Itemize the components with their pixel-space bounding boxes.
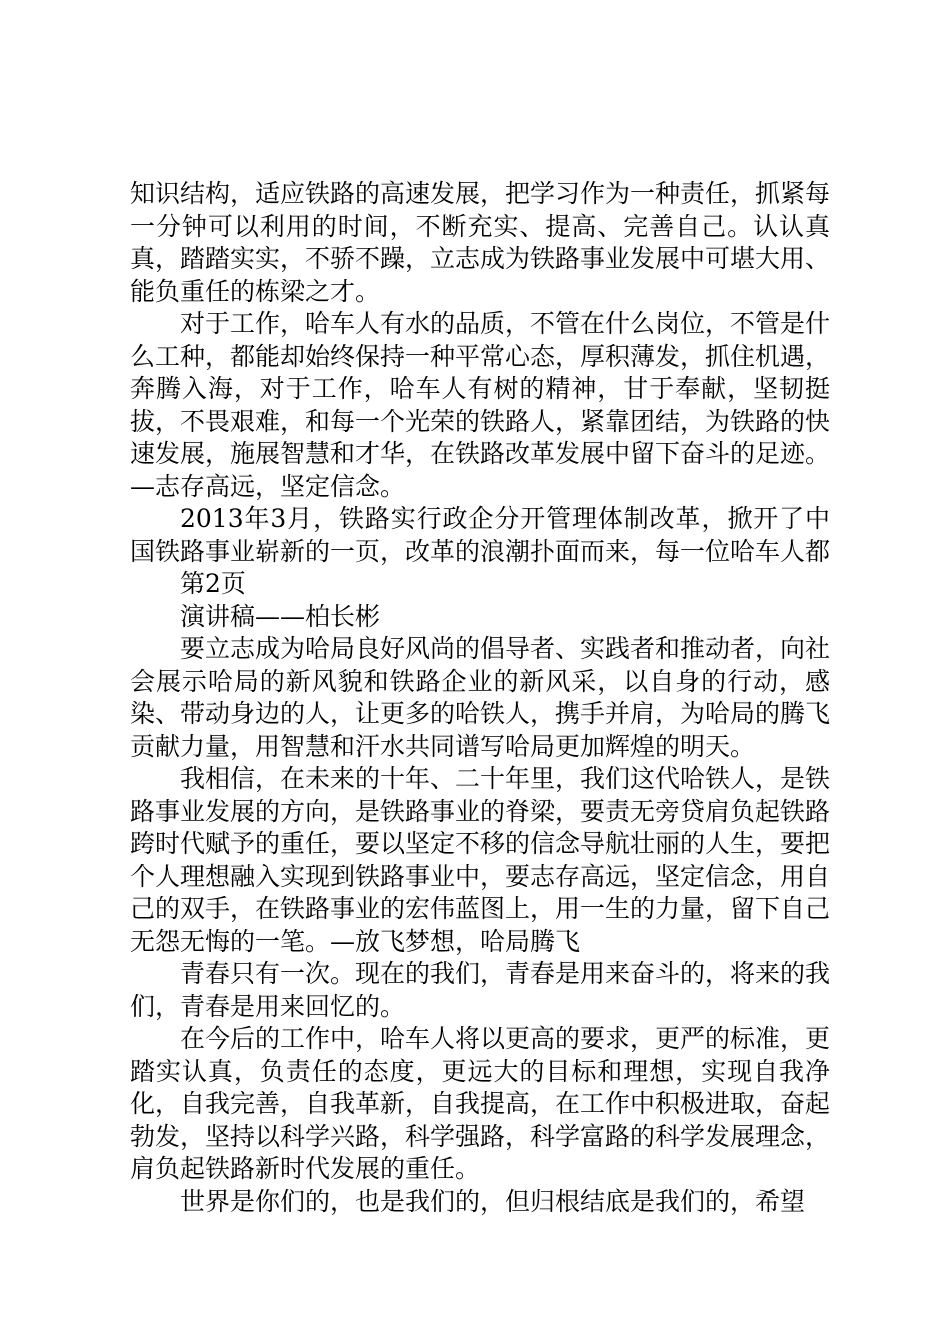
paragraph-world: 世界是你们的，也是我们的，但归根结底是我们的，希望 bbox=[180, 1186, 806, 1216]
paragraph-reform-2013: 2013年3月，铁路实行政企分开管理体制改革，掀开了中国铁路事业崭新的一页，改革的浪潮扑面而来，每一位哈车人都 bbox=[130, 504, 831, 566]
document-title: 演讲稿——柏长彬 bbox=[180, 601, 381, 631]
paragraph-continuation: 知识结构，适应铁路的高速发展，把学习作为一种责任，抓紧每一分钟可以利用的时间，不断充实、提高、完善自己。认认真真，踏踏实实，不骄不躁，立志成为铁路事业发展中可堪大用、能负重任的栋梁之才。 bbox=[130, 179, 831, 306]
document-body bbox=[130, 178, 830, 1218]
page-marker: 第2页 bbox=[180, 569, 246, 598]
paragraph-advocate: 要立志成为哈局良好风尚的倡导者、实践者和推动者，向社会展示哈局的新风貌和铁路企业的新风采，以自身的行动，感染、带动身边的人，让更多的哈铁人，携手并肩，为哈局的腾飞贡献力量，用智慧和汗水共同谱写哈局更加辉煌的明天。 bbox=[130, 634, 831, 761]
paragraph-work-spirit: 对于工作，哈车人有水的品质，不管在什么岗位，不管是什么工种，都能却始终保持一种平常心态，厚积薄发，抓住机遇，奔腾入海，对于工作，哈车人有树的精神，甘于奉献，坚韧挺拔，不畏艰难，和每一个光荣的铁路人，紧靠团结，为铁路的快速发展，施展智慧和才华，在铁路改革发展中留下奋斗的足迹。—志存高远，坚定信念。 bbox=[130, 309, 831, 501]
paragraph-future-work: 在今后的工作中，哈车人将以更高的要求，更严的标准，更踏实认真，负责任的态度，更远大的目标和理想，实现自我净化，自我完善，自我革新，自我提高，在工作中积极进取，奋起勃发，坚持以科学兴路，科学强路，科学富路的科学发展理念，肩负起铁路新时代发展的重任。 bbox=[130, 1024, 831, 1183]
paragraph-youth: 青春只有一次。现在的我们，青春是用来奋斗的，将来的我们，青春是用来回忆的。 bbox=[130, 959, 831, 1021]
paragraph-belief: 我相信，在未来的十年、二十年里，我们这代哈铁人，是铁路事业发展的方向，是铁路事业的脊梁，要责无旁贷肩负起铁路跨时代赋予的重任，要以坚定不移的信念导航壮丽的人生，要把个人理想融入实现到铁路事业中，要志存高远，坚定信念，用自己的双手，在铁路事业的宏伟蓝图上，用一生的力量，留下自己无怨无悔的一笔。—放飞梦想，哈局腾飞 bbox=[130, 764, 831, 956]
